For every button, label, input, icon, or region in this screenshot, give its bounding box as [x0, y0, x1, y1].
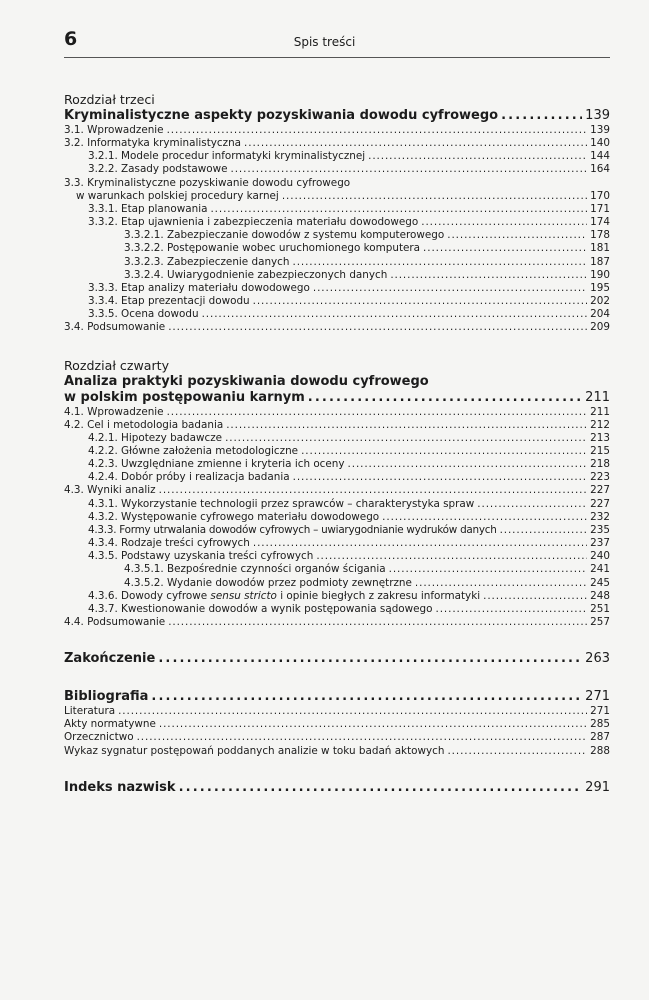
entry-page: 245	[590, 576, 610, 589]
toc-bibliography[interactable]	[64, 688, 610, 705]
entry-title: 3.3.1. Etap planowania	[88, 202, 208, 215]
leader-dots	[477, 498, 587, 511]
entry-page: 195	[590, 281, 610, 294]
toc-entry-4-3-2[interactable]	[64, 511, 610, 524]
leader-dots	[159, 718, 587, 731]
entry-page: 178	[590, 229, 610, 242]
entry-title: 3.3.2. Etap ujawnienia i zabezpieczenia materiału dowodowego	[88, 216, 419, 229]
entry-title: 3.3.2.3. Zabezpieczenie danych	[124, 255, 290, 268]
entry-page: 211	[590, 405, 610, 418]
entry-page: 209	[590, 321, 610, 334]
leader-dots	[389, 563, 587, 576]
entry-page: 187	[590, 255, 610, 268]
entry-title: Orzecznictwo	[64, 731, 134, 744]
leader-dots	[436, 603, 588, 616]
toc-entry-3-3[interactable]: 3.3. Kryminalistyczne pozyskiwanie dowodu cyfrowego	[64, 176, 351, 189]
leader-dots	[226, 419, 587, 432]
entry-page: 171	[590, 202, 610, 215]
entry-page: 271	[585, 689, 610, 705]
entry-title: 4.2.1. Hipotezy badawcze	[88, 431, 223, 444]
entry-page: 285	[590, 718, 610, 731]
chapter-4-page: 211	[585, 389, 610, 405]
leader-dots	[168, 321, 587, 334]
toc-entry-case-signatures[interactable]	[64, 745, 610, 758]
entry-title: 4.1. Wprowadzenie	[64, 405, 164, 418]
leader-dots	[179, 779, 583, 796]
leader-dots	[313, 282, 587, 295]
toc-entry-normative-acts[interactable]	[64, 718, 610, 731]
chapter-3-label: Rozdział trzeci	[64, 92, 155, 107]
leader-dots	[167, 406, 587, 419]
entry-page: 202	[590, 295, 610, 308]
toc-conclusion[interactable]	[64, 650, 610, 667]
entry-page: 235	[590, 523, 610, 536]
leader-dots	[118, 705, 587, 718]
entry-page: 240	[590, 550, 610, 563]
entry-title: 4.3.2. Występowanie cyfrowego materiału dowodowego	[88, 510, 380, 523]
toc-entry-3-3-4[interactable]	[64, 295, 610, 308]
toc-entry-4-2-1[interactable]	[64, 432, 610, 445]
entry-title: 4.3.3. Formy utrwalania dowodów cyfrowych – uwiarygodnianie wydruków danych	[88, 523, 497, 536]
toc-entry-3-3-3[interactable]	[64, 282, 610, 295]
leader-dots	[308, 390, 582, 406]
leader-dots	[253, 295, 587, 308]
toc-entry-3-3-1[interactable]	[64, 203, 610, 216]
toc-entry-3-3-cont[interactable]	[64, 190, 610, 203]
entry-page: 164	[590, 163, 610, 176]
entry-title: 4.4. Podsumowanie	[64, 616, 166, 628]
chapter-3-title[interactable]	[64, 108, 610, 124]
entry-title: Indeks nazwisk	[64, 779, 176, 795]
leader-dots	[244, 137, 587, 150]
toc-entry-4-3[interactable]	[64, 484, 610, 497]
entry-page: 174	[590, 216, 610, 229]
leader-dots	[210, 203, 587, 216]
leader-dots	[421, 216, 587, 229]
chapter-4-title-cont[interactable]	[64, 390, 610, 406]
entry-page: 271	[590, 705, 610, 718]
entry-title: Literatura	[64, 705, 116, 718]
leader-dots	[348, 458, 587, 471]
toc-entry-4-1[interactable]	[64, 406, 610, 419]
toc-entry-3-3-2[interactable]	[64, 216, 610, 229]
entry-title: 3.4. Podsumowanie	[64, 321, 166, 334]
toc-entry-4-2-2[interactable]	[64, 445, 610, 458]
leader-dots	[500, 524, 587, 537]
toc-entry-4-2-4[interactable]	[64, 471, 610, 484]
leader-dots	[301, 445, 587, 458]
entry-page: 204	[590, 308, 610, 321]
chapter-3-title-text: Kryminalistyczne aspekty pozyskiwania dowodu cyfrowego	[64, 108, 499, 123]
entry-title: Wykaz sygnatur postępowań poddanych analizie w toku badań aktowych	[64, 744, 445, 757]
entry-title: Akty normatywne	[64, 718, 156, 731]
leader-dots	[282, 190, 587, 203]
entry-page: 263	[585, 651, 610, 667]
entry-title: Zakończenie	[64, 651, 156, 667]
page-number: 6	[64, 28, 78, 50]
toc-entry-4-3-5-2[interactable]	[64, 577, 610, 590]
entry-page: 190	[590, 268, 610, 281]
entry-title: Bibliografia	[64, 689, 149, 705]
entry-title: 3.3.2.4. Uwiarygodnienie zabezpieczonych danych	[124, 268, 388, 281]
leader-dots	[158, 650, 582, 667]
entry-page: 248	[590, 589, 610, 602]
entry-title: 4.3.4. Rodzaje treści cyfrowych	[88, 537, 250, 550]
entry-page: 170	[590, 189, 610, 202]
toc-entry-4-3-4[interactable]	[64, 537, 610, 550]
entry-page: 257	[590, 616, 610, 628]
entry-page: 139	[590, 124, 610, 136]
leader-dots	[168, 616, 587, 629]
entry-title: 3.3.5. Ocena dowodu	[88, 308, 199, 321]
entry-page: 212	[590, 418, 610, 431]
toc-entry-4-2[interactable]	[64, 419, 610, 432]
leader-dots	[293, 471, 587, 484]
toc-entry-3-1[interactable]	[64, 124, 610, 137]
entry-title: 3.1. Wprowadzenie	[64, 124, 164, 136]
running-header: Spis treści	[293, 35, 356, 49]
entry-page: 291	[585, 779, 610, 795]
entry-page: 288	[590, 744, 610, 757]
entry-page: 213	[590, 431, 610, 444]
entry-title: 3.3.2.2. Postępowanie wobec uruchomionego komputera	[124, 242, 421, 255]
chapter-4-title[interactable]: Analiza praktyki pozyskiwania dowodu cyfrowego	[64, 373, 429, 389]
entry-title: 4.3. Wyniki analiz	[64, 484, 156, 497]
entry-title: 3.2.1. Modele procedur informatyki kryminalistycznej	[88, 150, 366, 163]
toc-entry-3-2-2[interactable]	[64, 163, 610, 176]
entry-page: 144	[590, 150, 610, 163]
leader-dots	[447, 745, 587, 758]
toc-entry-3-2[interactable]	[64, 137, 610, 150]
leader-dots	[390, 269, 587, 282]
leader-dots	[253, 537, 587, 550]
entry-title: 3.3.2.1. Zabezpieczanie dowodów z systemu komputerowego	[124, 229, 445, 242]
entry-title: w warunkach polskiej procedury karnej	[76, 189, 279, 202]
toc-entry-literature[interactable]	[64, 705, 610, 718]
entry-title: 3.3.4. Etap prezentacji dowodu	[88, 295, 250, 308]
leader-dots	[483, 590, 587, 603]
leader-dots	[151, 688, 582, 705]
entry-title: 4.3.6. Dowody cyfrowe sensu stricto i opinie biegłych z zakresu informatyki	[88, 589, 481, 602]
entry-title: 3.2.2. Zasady podstawowe	[88, 163, 228, 176]
entry-page: 232	[590, 510, 610, 523]
toc-entry-3-3-2-1[interactable]	[64, 229, 610, 242]
chapter-4-label: Rozdział czwarty	[64, 357, 170, 373]
chapter-3-page: 139	[585, 108, 610, 123]
entry-page: 223	[590, 471, 610, 484]
toc-entry-4-3-1[interactable]	[64, 498, 610, 511]
leader-dots	[382, 511, 587, 524]
entry-title: 4.3.7. Kwestionowanie dowodów a wynik postępowania sądowego	[88, 602, 433, 615]
leader-dots	[202, 308, 587, 321]
toc-entry-4-4[interactable]	[64, 616, 610, 629]
entry-page: 241	[590, 563, 610, 576]
toc-entry-case-law[interactable]	[64, 731, 610, 744]
entry-title: 4.3.5.1. Bezpośrednie czynności organów ścigania	[124, 563, 386, 576]
entry-title: 4.2.4. Dobór próby i realizacja badania	[88, 471, 290, 484]
entry-page: 140	[590, 137, 610, 150]
toc-entry-4-3-7[interactable]	[64, 603, 610, 616]
entry-title: 3.3.3. Etap analizy materiału dowodowego	[88, 281, 310, 294]
entry-page: 181	[590, 242, 610, 255]
leader-dots	[167, 124, 587, 137]
leader-dots	[316, 550, 587, 563]
leader-dots	[415, 577, 587, 590]
leader-dots	[292, 256, 587, 269]
toc-entry-3-3-2-3[interactable]	[64, 256, 610, 269]
toc-entry-4-3-3[interactable]	[64, 524, 610, 537]
leader-dots	[423, 242, 587, 255]
entry-page: 237	[590, 537, 610, 550]
entry-title: 4.2.2. Główne założenia metodologiczne	[88, 444, 299, 457]
toc-entry-4-3-6[interactable]	[64, 590, 610, 603]
leader-dots	[368, 150, 587, 163]
entry-page: 287	[590, 731, 610, 744]
toc-entry-4-2-3[interactable]	[64, 458, 610, 471]
entry-title: 4.3.5.2. Wydanie dowodów przez podmioty zewnętrzne	[124, 576, 412, 589]
entry-title: 4.2. Cel i metodologia badania	[64, 418, 224, 431]
entry-page: 251	[590, 602, 610, 615]
entry-page: 227	[590, 497, 610, 510]
leader-dots	[159, 484, 587, 497]
toc-entry-3-3-2-4[interactable]	[64, 269, 610, 282]
entry-page: 227	[590, 484, 610, 497]
toc-entry-4-3-5[interactable]	[64, 550, 610, 563]
entry-page: 215	[590, 444, 610, 457]
table-of-contents	[64, 92, 610, 796]
toc-entry-4-3-5-1[interactable]	[64, 563, 610, 576]
toc-entry-3-2-1[interactable]	[64, 150, 610, 163]
entry-title: 4.2.3. Uwzględniane zmienne i kryteria ich oceny	[88, 458, 345, 471]
leader-dots	[225, 432, 587, 445]
toc-entry-3-4[interactable]	[64, 321, 610, 334]
toc-entry-3-3-2-2[interactable]	[64, 242, 610, 255]
header-rule	[64, 57, 610, 58]
entry-page: 218	[590, 458, 610, 471]
chapter-4-title-text: w polskim postępowaniu karnym	[64, 389, 305, 405]
leader-dots	[231, 163, 587, 176]
entry-title: 4.3.1. Wykorzystanie technologii przez sprawców – charakterystyka spraw	[88, 497, 475, 510]
entry-title: 3.2. Informatyka kryminalistyczna	[64, 137, 242, 150]
toc-name-index[interactable]	[64, 779, 610, 796]
toc-entry-3-3-5[interactable]	[64, 308, 610, 321]
leader-dots	[137, 731, 587, 744]
leader-dots	[501, 108, 582, 124]
entry-title: 4.3.5. Podstawy uzyskania treści cyfrowych	[88, 550, 314, 563]
leader-dots	[447, 229, 587, 242]
